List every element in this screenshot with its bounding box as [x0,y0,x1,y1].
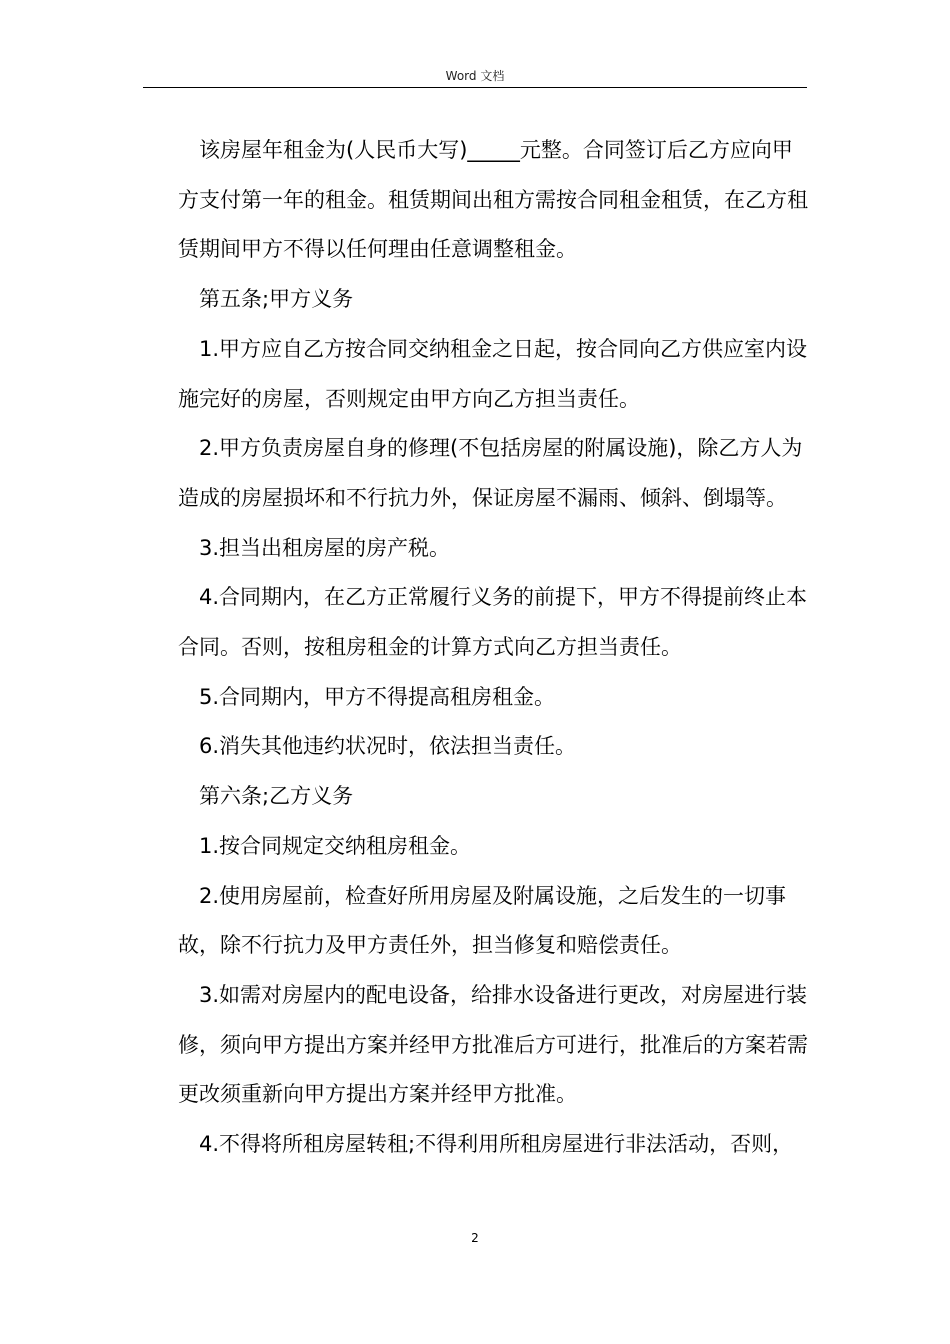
page-number: 2 [471,1231,479,1245]
list-item-landlord-5: 5.合同期内，甲方不得提高租房租金。 [199,684,556,709]
list-item-tenant-2: 2.使用房屋前，检查好所用房屋及附属设施，之后发生的一切事故，除不行抗力及甲方责任外，担当修复和赔偿责任。 [178,883,787,958]
list-item-landlord-3: 3.担当出租房屋的房产税。 [199,535,451,560]
list-item-landlord-6: 6.消失其他违约状况时，依法担当责任。 [199,734,577,759]
document-body [178,126,810,1170]
section-heading-article-6: 第六条;乙方义务 [199,784,354,809]
list-item-tenant-1: 1.按合同规定交纳租房租金。 [199,833,472,858]
section-heading-article-5: 第五条;甲方义务 [199,287,354,312]
document-header-title: Word 文档 [445,69,505,83]
list-item-landlord-2: 2.甲方负责房屋自身的修理(不包括房屋的附属设施)，除乙方人为造成的房屋损坏和不行抗力外，保证房屋不漏雨、倾斜、倒塌等。 [178,436,803,510]
list-item-tenant-4: 4.不得将所租房屋转租;不得利用所租房屋进行非法活动，否则， [199,1132,794,1157]
paragraph-rent-amount: 该房屋年租金为(人民币大写)_____元整。合同签订后乙方应向甲方支付第一年的租金。租赁期间出租方需按合同租金租赁，在乙方租赁期间甲方不得以任何理由任意调整租金。 [178,138,808,262]
list-item-tenant-3: 3.如需对房屋内的配电设备，给排水设备进行更改，对房屋进行装修，须向甲方提出方案并经甲方批准后方可进行，批准后的方案若需更改须重新向甲方提出方案并经甲方批准。 [178,982,808,1107]
list-item-landlord-4: 4.合同期内，在乙方正常履行义务的前提下，甲方不得提前终止本合同。否则，按租房租金的计算方式向乙方担当责任。 [178,585,808,660]
list-item-landlord-1: 1.甲方应自乙方按合同交纳租金之日起，按合同向乙方供应室内设施完好的房屋，否则规定由甲方向乙方担当责任。 [178,336,808,411]
header-divider [143,87,807,88]
